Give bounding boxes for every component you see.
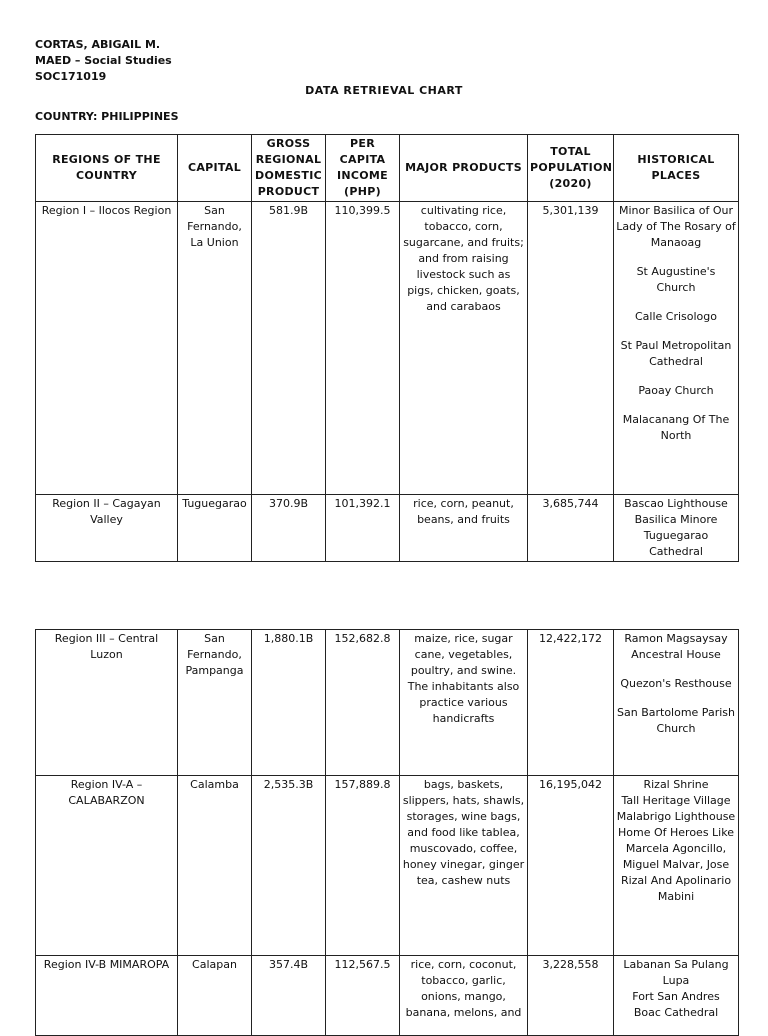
- historical-place: San Bartolome Parish Church: [617, 706, 735, 735]
- col-header-grdp: GROSS REGIONAL DOMESTIC PRODUCT: [252, 135, 326, 202]
- historical-place: Tall Heritage Village: [621, 794, 731, 807]
- cell-region: Region IV-B MIMAROPA: [36, 956, 178, 1036]
- col-header-population: TOTAL POPULATION (2020): [528, 135, 614, 202]
- col-header-region: REGIONS OF THE COUNTRY: [36, 135, 178, 202]
- cell-population: 3,228,558: [528, 956, 614, 1036]
- cell-capital: San Fernando, La Union: [178, 202, 252, 495]
- table-header-row: [36, 135, 739, 202]
- table-row: [36, 495, 739, 562]
- author-id: SOC171019: [35, 70, 107, 83]
- cell-products: rice, corn, coconut, tobacco, garlic, onions, mango, banana, melons, and: [400, 956, 528, 1036]
- data-retrieval-table-2: [35, 629, 739, 1036]
- cell-capital: Tuguegarao: [178, 495, 252, 562]
- cell-capital: San Fernando, Pampanga: [178, 630, 252, 776]
- cell-places: [614, 630, 739, 776]
- country-label: COUNTRY: PHILIPPINES: [35, 110, 179, 123]
- historical-place: St Paul Metropolitan Cathedral: [620, 339, 732, 368]
- col-header-products: MAJOR PRODUCTS: [400, 135, 528, 202]
- historical-place: Paoay Church: [638, 384, 714, 397]
- historical-place: St Augustine's Church: [636, 265, 716, 294]
- historical-place: Rizal Shrine: [643, 778, 709, 791]
- historical-place: Malabrigo Lighthouse: [616, 810, 736, 823]
- col-header-capital: CAPITAL: [178, 135, 252, 202]
- historical-place: Calle Crisologo: [634, 310, 718, 323]
- cell-region: Region I – Ilocos Region: [36, 202, 178, 495]
- cell-population: 5,301,139: [528, 202, 614, 495]
- cell-products: rice, corn, peanut, beans, and fruits: [400, 495, 528, 562]
- col-header-places: HISTORICAL PLACES: [614, 135, 739, 202]
- historical-place: Minor Basilica of Our Lady of The Rosary of Manaoag: [616, 204, 736, 249]
- cell-places: [614, 776, 739, 956]
- cell-products: maize, rice, sugar cane, vegetables, poultry, and swine. The inhabitants also practice various handicrafts: [400, 630, 528, 776]
- table-row: [36, 776, 739, 956]
- author-program: MAED – Social Studies: [35, 54, 172, 67]
- cell-region: Region III – Central Luzon: [36, 630, 178, 776]
- cell-places: [614, 495, 739, 562]
- cell-income: 101,392.1: [326, 495, 400, 562]
- cell-grdp: 2,535.3B: [252, 776, 326, 956]
- cell-population: 16,195,042: [528, 776, 614, 956]
- historical-place: Basilica Minore Tuguegarao Cathedral: [634, 513, 718, 558]
- historical-place: Bascao Lighthouse: [624, 497, 728, 510]
- cell-population: 3,685,744: [528, 495, 614, 562]
- cell-products: cultivating rice, tobacco, corn, sugarcane, and fruits; and from raising livestock such as pigs, chicken, goats, and carabaos: [400, 202, 528, 495]
- cell-region: Region II – Cagayan Valley: [36, 495, 178, 562]
- table-row: [36, 630, 739, 776]
- cell-income: 112,567.5: [326, 956, 400, 1036]
- cell-population: 12,422,172: [528, 630, 614, 776]
- cell-grdp: 1,880.1B: [252, 630, 326, 776]
- cell-income: 152,682.8: [326, 630, 400, 776]
- cell-region: Region IV-A – CALABARZON: [36, 776, 178, 956]
- cell-income: 110,399.5: [326, 202, 400, 495]
- cell-capital: Calamba: [178, 776, 252, 956]
- cell-capital: Calapan: [178, 956, 252, 1036]
- historical-place: Labanan Sa Pulang Lupa: [623, 958, 729, 987]
- cell-grdp: 370.9B: [252, 495, 326, 562]
- cell-products: bags, baskets, slippers, hats, shawls, storages, wine bags, and food like tablea, muscovado, coffee, honey vinegar, ginger tea, cashew nuts: [400, 776, 528, 956]
- historical-place: Boac Cathedral: [633, 1006, 719, 1019]
- historical-place: Home Of Heroes Like Marcela Agoncillo, Miguel Malvar, Jose Rizal And Apolinario Mabini: [618, 826, 734, 903]
- document-header: [35, 37, 172, 85]
- chart-title: DATA RETRIEVAL CHART: [305, 84, 463, 97]
- col-header-income: PER CAPITA INCOME (PHP): [326, 135, 400, 202]
- cell-places: [614, 202, 739, 495]
- historical-place: Ramon Magsaysay Ancestral House: [624, 632, 728, 661]
- historical-place: Malacanang Of The North: [622, 413, 730, 442]
- historical-place: Fort San Andres: [632, 990, 720, 1003]
- historical-place: Quezon's Resthouse: [620, 677, 732, 690]
- cell-income: 157,889.8: [326, 776, 400, 956]
- cell-grdp: 357.4B: [252, 956, 326, 1036]
- cell-grdp: 581.9B: [252, 202, 326, 495]
- table-row: [36, 202, 739, 495]
- author-name: CORTAS, ABIGAIL M.: [35, 38, 161, 51]
- data-retrieval-table-1: [35, 134, 739, 562]
